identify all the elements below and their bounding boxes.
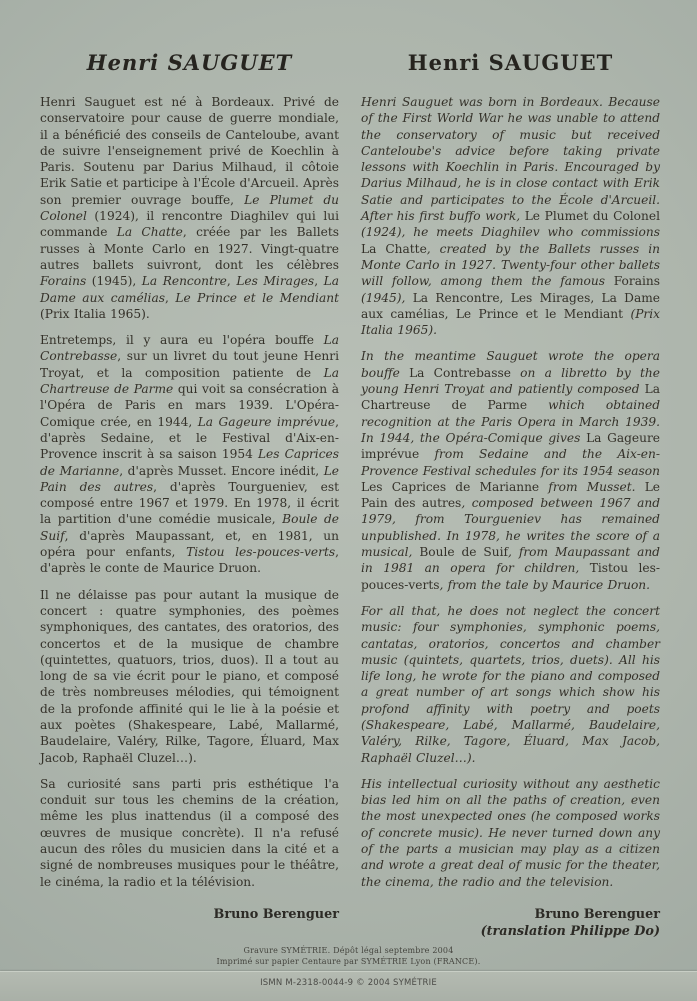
english-title: Henri SAUGUET [407,50,614,75]
english-paragraph-1: Henri Sauguet was born in Bordeaux. Because of the First World War he was unable to attend the conservatory of music but received Canteloube's advice before taking private lessons with Koechlin in Paris. Encouraged by Darius Milhaud, he is in close contact with Erik Satie and participates to the École d'Arcueil. After his first buffo work, Le Plumet du Colonel (1924), he meets Diaghilev who commissions La Chatte, created by the Ballets russes in Monte Carlo in 1927. Twenty-four other ballets will follow, among them the famous Forains (1945), La Rencontre, Les Mirages, La Dame aux camélias, Le Prince et le Mendiant (Prix Italia 1965). [361,95,661,338]
french-title: Henri SAUGUET [86,50,293,75]
english-paragraph-2: In the meantime Sauguet wrote the opera bouffe La Contrebasse on a libretto by the young Henri Troyat and patiently composed La Chartreuse de Parme which obtained recognition at the Paris Opera in March 1939. In 1944, the Opéra-Comique gives La Gageure imprévue from Sedaine and the Aix-en-Provence Festival schedules for its 1954 season Les Caprices de Marianne from Musset. Le Pain des autres, composed between 1967 and 1979, from Tourgueniev has remained unpublished. In 1978, he writes the score of a musical, Boule de Suif, from Maupassant and in 1981 an opera for children, Tistou les-pouces-verts, from the tale by Maurice Druon. [361,349,661,592]
colophon [0,945,697,967]
english-column [361,50,660,940]
french-paragraph-4: Sa curiosité sans parti pris esthétique l'a conduit sur tous les chemins de la création, même les plus inattendus (il a composé des œuvres de musique concrète). Il n'a refusé aucun des rôles du musicien dans la cité et a signé de nombreuses musiques pour le théâtre, le cinéma, la radio et la télévision. [40,776,339,889]
french-paragraph-2: Entretemps, il y aura eu l'opéra bouffe La Contrebasse, sur un livret du tout jeune Henri Troyat, et la composition patiente de La Chartreuse de Parme qui voit sa consécration à l'Opéra de Paris en mars 1939. L'Opéra-Comique crée, en 1944, La Gageure imprévue, d'après Sedaine, et le Festival d'Aix-en-Provence inscrit à sa saison 1954 Les Caprices de Marianne, d'après Musset. Encore inédit, Le Pain des autres, d'après Tourgueniev, est composé entre 1967 et 1979. En 1978, il écrit la partition d'une comédie musicale, Boule de Suif, d'après Maupassant, et, en 1981, un opéra pour enfants, Tistou les-pouces-verts, d'après le conte de Maurice Druon. [40,333,340,576]
french-column [40,50,339,940]
french-paragraph-1: Henri Sauguet est né à Bordeaux. Privé de conservatoire pour cause de guerre mondiale, il a bénéficié des conseils de Canteloube, avant de suivre l'enseignement privé de Koechlin à Paris. Soutenu par Darius Milhaud, il côtoie Erik Satie et participe à l'École d'Arcueil. Après son premier ouvrage bouffe, Le Plumet du Colonel (1924), il rencontre Diaghilev qui lui commande La Chatte, créée par les Ballets russes à Monte Carlo en 1927. Vingt-quatre autres ballets suivront, dont les célèbres Forains (1945), La Rencontre, Les Mirages, La Dame aux camélias, Le Prince et le Mendiant (Prix Italia 1965). [40,95,340,321]
ismn-line: ISMN M-2318-0044-9 © 2004 SYMÉTRIE [260,978,437,988]
translation-credit: (translation Philippe Do) [480,923,660,939]
english-paragraph-4: His intellectual curiosity without any aesthetic bias led him on all the paths of creation, even the most unexpected ones (he composed works of concrete music). He never turned down any of the parts a musician may play as a citizen and wrote a great deal of music for the theater, the cinema, the radio and the television. [361,776,660,889]
english-paragraph-3: For all that, he does not neglect the concert music: four symphonies, symphonic poems, cantatas, oratorios, concertos and chamber music (quintets, quartets, trios, duets). All his life long, he wrote for the piano and composed a great number of art songs which show his profond affinity with poetry and poets (Shakespeare, Labé, Mallarmé, Baudelaire, Valéry, Rilke, Tagore, Éluard, Max Jacob, Raphaël Cluzel…). [361,603,660,765]
english-signature-name: Bruno Berenguer [534,906,660,922]
french-paragraph-3: Il ne délaisse pas pour autant la musique de concert : quatre symphonies, des poèmes symphoniques, des cantates, des oratorios, des concertos et de la musique de chambre (quintettes, quatuors, trios, duos). Il a tout au long de sa vie écrit pour le piano, et composé de très nombreuses mélodies, qui témoignent de la profonde affinité qui le lie à la poésie et aux poètes (Shakespeare, Labé, Mallarmé, Baudelaire, Valéry, Rilke, Tagore, Éluard, Max Jacob, Raphaël Cluzel…). [40,587,339,765]
french-author-signature: Bruno Berenguer [213,906,339,922]
english-author-signature [361,906,660,940]
colophon-line-2: Imprimé sur papier Centaure par SYMÉTRIE Lyon (FRANCE). [216,957,481,966]
colophon-line-1: Gravure SYMÉTRIE. Dépôt légal septembre 2004 [243,946,454,955]
